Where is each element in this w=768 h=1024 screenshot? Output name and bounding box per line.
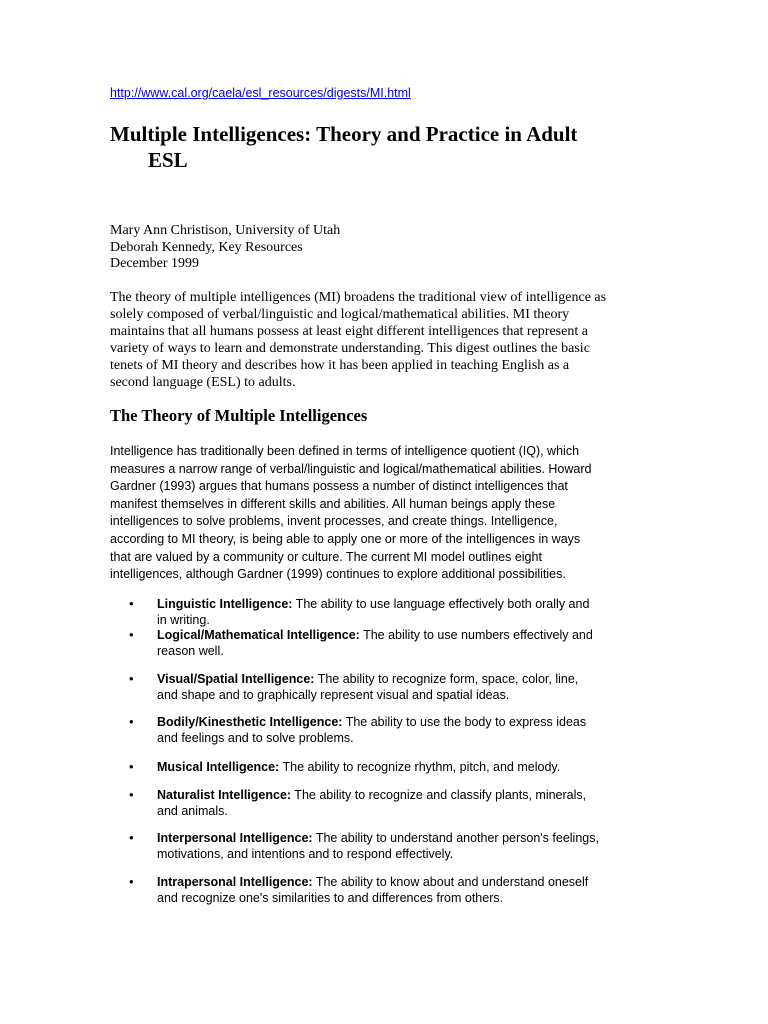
intelligence-description-cont: reason well. bbox=[157, 644, 224, 658]
list-item-text bbox=[157, 627, 667, 659]
author-line: Mary Ann Christison, University of Utah bbox=[110, 223, 341, 238]
abstract-line: second language (ESL) to adults. bbox=[110, 374, 296, 390]
intelligence-description: The ability to know about and understand oneself bbox=[312, 875, 589, 889]
intelligence-description-cont: in writing. bbox=[157, 613, 210, 627]
intelligence-term: Logical/Mathematical Intelligence: bbox=[157, 628, 360, 642]
intro-paragraph bbox=[110, 443, 670, 584]
intelligence-description-cont: and feelings and to solve problems. bbox=[157, 731, 354, 745]
intelligence-term: Intrapersonal Intelligence: bbox=[157, 875, 313, 889]
intro-line: intelligences to solve problems, invent processes, and create things. Intelligence, bbox=[110, 514, 558, 529]
title-line-1: Multiple Intelligences: Theory and Practice in Adult bbox=[110, 122, 578, 146]
author-line: Deborah Kennedy, Key Resources bbox=[110, 239, 303, 255]
intelligence-term: Bodily/Kinesthetic Intelligence: bbox=[157, 715, 343, 729]
intro-line: measures a narrow range of verbal/linguistic and logical/mathematical abilities. Howard bbox=[110, 461, 592, 476]
publication-date: December 1999 bbox=[110, 256, 200, 271]
intelligence-description: The ability to recognize and classify plants, minerals, bbox=[291, 788, 587, 802]
abstract-line: tenets of MI theory and describes how it has been applied in teaching English as a bbox=[110, 357, 570, 373]
bullet-icon: • bbox=[129, 874, 134, 889]
bullet-icon: • bbox=[129, 596, 134, 611]
bullet-icon: • bbox=[129, 714, 134, 729]
document-title bbox=[110, 121, 650, 173]
intelligence-term: Musical Intelligence: bbox=[157, 760, 280, 774]
list-item-text bbox=[157, 874, 667, 906]
intelligence-description: The ability to recognize form, space, color, line, bbox=[314, 672, 579, 686]
bullet-icon: • bbox=[129, 759, 134, 774]
intro-line: that are valued by a community or culture. The current MI model outlines eight bbox=[110, 549, 542, 564]
intro-line: Intelligence has traditionally been defined in terms of intelligence quotient (IQ), which bbox=[110, 444, 580, 458]
intelligence-description: The ability to use language effectively both orally and bbox=[292, 597, 590, 611]
intro-line: intelligences, although Gardner (1999) continues to explore additional possibilities. bbox=[110, 567, 566, 582]
list-item-text bbox=[157, 596, 667, 628]
bullet-icon: • bbox=[129, 830, 134, 845]
intelligence-description-cont: and shape and to graphically represent visual and spatial ideas. bbox=[157, 688, 510, 702]
intelligence-description: The ability to understand another person's feelings, bbox=[312, 831, 599, 845]
bullet-icon: • bbox=[129, 787, 134, 802]
intelligence-description: The ability to use the body to express ideas bbox=[342, 715, 587, 729]
list-item-text bbox=[157, 830, 667, 862]
list-item-text bbox=[157, 787, 667, 819]
title-line-2: ESL bbox=[148, 148, 188, 172]
intelligence-description-cont: and animals. bbox=[157, 804, 228, 818]
abstract-line: variety of ways to learn and demonstrate understanding. This digest outlines the basic bbox=[110, 340, 590, 356]
intelligence-description-cont: motivations, and intentions and to respond effectively. bbox=[157, 847, 454, 861]
source-url-link[interactable]: http://www.cal.org/caela/esl_resources/digests/MI.html bbox=[110, 86, 411, 100]
abstract-paragraph bbox=[110, 290, 670, 391]
intelligence-term: Naturalist Intelligence: bbox=[157, 788, 292, 802]
list-item-text bbox=[157, 714, 667, 746]
bullet-icon: • bbox=[129, 671, 134, 686]
abstract-line: solely composed of verbal/linguistic and logical/mathematical abilities. MI theory bbox=[110, 306, 570, 322]
author-block bbox=[110, 223, 340, 273]
intelligence-term: Visual/Spatial Intelligence: bbox=[157, 672, 315, 686]
list-item-text bbox=[157, 671, 667, 703]
intelligence-description: The ability to use numbers effectively and bbox=[359, 628, 593, 642]
abstract-line: The theory of multiple intelligences (MI) broadens the traditional view of intelligence as bbox=[110, 290, 607, 305]
intro-line: Gardner (1993) argues that humans possess a number of distinct intelligences that bbox=[110, 479, 568, 494]
abstract-line: maintains that all humans possess at least eight different intelligences that represent a bbox=[110, 323, 588, 339]
intelligence-term: Linguistic Intelligence: bbox=[157, 597, 293, 611]
bullet-icon: • bbox=[129, 627, 134, 642]
intelligence-description: The ability to recognize rhythm, pitch, and melody. bbox=[279, 760, 561, 774]
intro-line: according to MI theory, is being able to apply one or more of the intelligences in ways bbox=[110, 531, 581, 546]
intelligence-description-cont: and recognize one's similarities to and differences from others. bbox=[157, 891, 504, 905]
list-item-text bbox=[157, 759, 667, 775]
section-heading: The Theory of Multiple Intelligences bbox=[110, 406, 368, 425]
intro-line: manifest themselves in different skills and abilities. All human beings apply these bbox=[110, 496, 556, 511]
intelligence-term: Interpersonal Intelligence: bbox=[157, 831, 313, 845]
